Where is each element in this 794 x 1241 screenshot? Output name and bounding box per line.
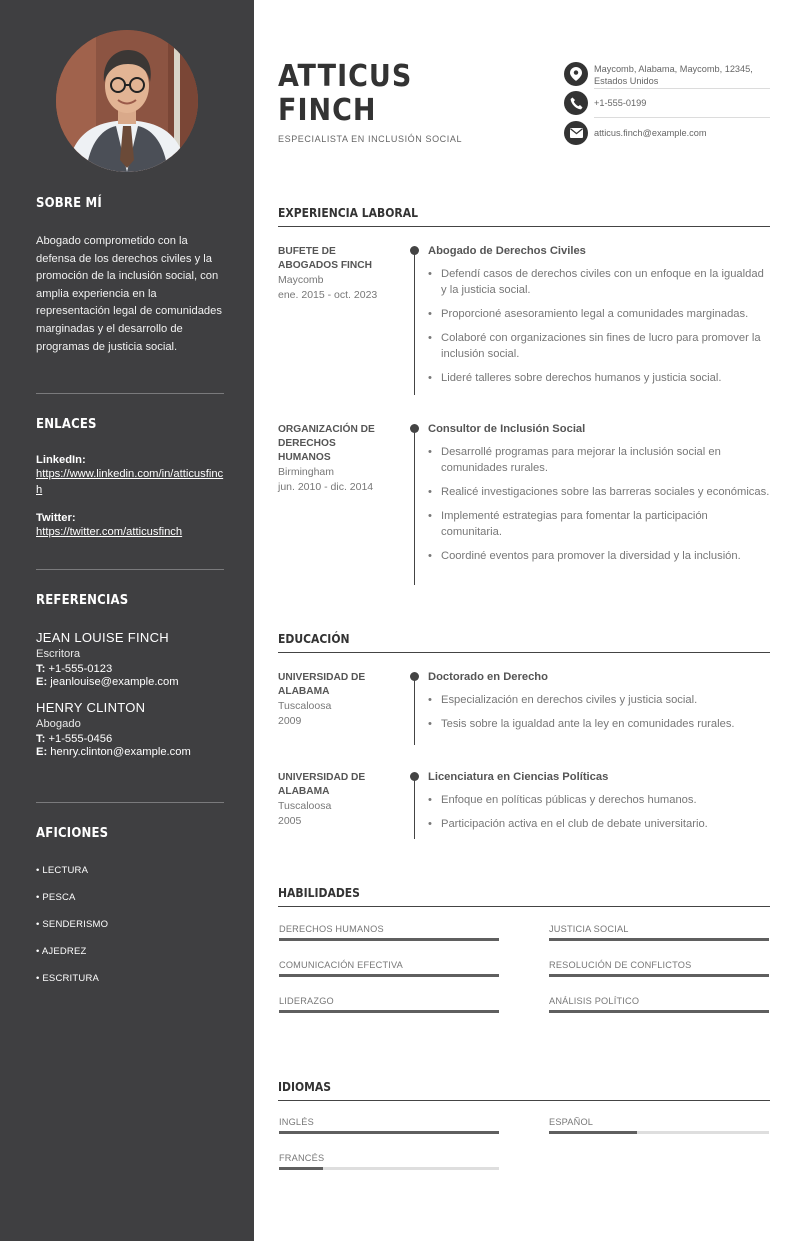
skills-heading: HABILIDADES: [278, 886, 770, 907]
entry-bullets: [428, 266, 770, 386]
education-entry: [278, 671, 770, 745]
skill-bar-fill: [549, 938, 769, 941]
entry-bullets: [428, 444, 770, 564]
entry-meta: [278, 771, 388, 829]
job-title: ESPECIALISTA EN INCLUSIÓN SOCIAL: [278, 134, 463, 144]
contact-divider: [594, 117, 770, 118]
phone-label: T:: [36, 733, 46, 745]
entry-role: Consultor de Inclusión Social: [428, 423, 586, 435]
reference-item: [36, 700, 224, 758]
contact-phone-row: [564, 91, 770, 115]
portrait-image: [56, 30, 198, 172]
entry-bullets: [428, 792, 770, 832]
references-heading: REFERENCIAS: [36, 593, 129, 608]
entry-details: [428, 671, 770, 740]
skill-item: [549, 960, 769, 977]
skill-item: [549, 924, 769, 941]
email-value: henry.clinton@example.com: [50, 746, 191, 758]
reference-role: Abogado: [36, 718, 81, 730]
skill-bar-fill: [549, 974, 769, 977]
language-bar-track: [279, 1131, 499, 1134]
contact-block: [564, 62, 770, 145]
timeline-line: [414, 427, 415, 585]
language-bar-track: [279, 1167, 499, 1170]
divider: [36, 569, 224, 570]
hobby-item: • AJEDREZ: [36, 946, 87, 957]
languages-heading: IDIOMAS: [278, 1080, 770, 1101]
experience-entry: [278, 423, 770, 585]
bullet-item: • Proporcioné asesoramiento legal a comunidades marginadas.: [428, 306, 770, 322]
skill-bar-fill: [279, 974, 499, 977]
linkedin-link[interactable]: https://www.linkedin.com/in/atticusfinch: [36, 468, 224, 496]
entry-organization: UNIVERSIDAD DE ALABAMA: [278, 672, 366, 697]
phone-label: T:: [36, 663, 46, 675]
skill-label: ANÁLISIS POLÍTICO: [549, 996, 640, 1006]
skill-bar-track: [549, 938, 769, 941]
entry-location: Birmingham: [278, 466, 335, 478]
reference-email: [36, 676, 224, 688]
contact-address: Maycomb, Alabama, Maycomb, 12345, Estados Unidos: [594, 64, 753, 86]
timeline-line: [414, 249, 415, 395]
skill-bar-track: [549, 1010, 769, 1013]
entry-details: [428, 245, 770, 394]
bullet-item: • Participación activa en el club de debate universitario.: [428, 816, 770, 832]
skill-bar-track: [279, 974, 499, 977]
skill-label: COMUNICACIÓN EFECTIVA: [279, 960, 403, 970]
email-label: E:: [36, 676, 48, 688]
candidate-name: [278, 60, 412, 128]
reference-phone: [36, 663, 224, 675]
phone-value: +1-555-0123: [48, 663, 113, 675]
about-section: [36, 196, 224, 356]
language-label: INGLÉS: [279, 1117, 314, 1127]
entry-meta: [278, 671, 388, 729]
bullet-item: • Especialización en derechos civiles y justicia social.: [428, 692, 770, 708]
language-bar-fill: [279, 1131, 499, 1134]
language-label: FRANCÉS: [279, 1153, 325, 1163]
name-first: ATTICUS: [278, 59, 413, 94]
reference-role: Escritora: [36, 648, 81, 660]
divider: [36, 802, 224, 803]
timeline-dot: [410, 772, 419, 781]
skill-bar-track: [279, 938, 499, 941]
entry-location: Tuscaloosa: [278, 700, 332, 712]
entry-organization: UNIVERSIDAD DE ALABAMA: [278, 772, 366, 797]
about-text: Abogado comprometido con la defensa de los derechos civiles y la promoción de la inclusión social, con amplia experiencia en la representación legal de comunidades marginadas y el desarrollo de programas de justicia social.: [36, 235, 222, 353]
link-item: [36, 512, 224, 540]
reference-name: JEAN LOUISE FINCH: [36, 630, 169, 645]
entry-meta: [278, 423, 388, 495]
entry-location: Tuscaloosa: [278, 800, 332, 812]
email-label: E:: [36, 746, 48, 758]
hobby-item: • LECTURA: [36, 865, 89, 876]
divider: [36, 393, 224, 394]
entry-meta: [278, 245, 388, 303]
entry-role: Doctorado en Derecho: [428, 671, 548, 683]
contact-email-row: [564, 121, 770, 145]
skill-label: DERECHOS HUMANOS: [279, 924, 384, 934]
skill-label: LIDERAZGO: [279, 996, 334, 1006]
bullet-item: • Colaboré con organizaciones sin fines de lucro para promover la inclusión social.: [428, 330, 770, 362]
skill-item: [279, 960, 499, 977]
location-icon: [564, 62, 588, 86]
language-item: [549, 1117, 769, 1134]
timeline-line: [414, 675, 415, 745]
skill-bar-track: [279, 1010, 499, 1013]
profile-photo: [56, 30, 198, 172]
experience-heading: EXPERIENCIA LABORAL: [278, 206, 770, 227]
experience-entry: [278, 245, 770, 395]
bullet-item: • Realicé investigaciones sobre las barreras sociales y económicas.: [428, 484, 770, 500]
name-last: FINCH: [278, 93, 377, 128]
language-bar-fill: [549, 1131, 637, 1134]
links-section: [36, 417, 224, 540]
contact-phone: +1-555-0199: [594, 98, 647, 108]
reference-item: [36, 630, 224, 688]
skill-label: JUSTICIA SOCIAL: [549, 924, 629, 934]
bullet-item: • Coordiné eventos para promover la diversidad y la inclusión.: [428, 548, 770, 564]
phone-value: +1-555-0456: [48, 733, 113, 745]
timeline-line: [414, 775, 415, 839]
reference-name: HENRY CLINTON: [36, 700, 146, 715]
email-value: jeanlouise@example.com: [50, 676, 179, 688]
reference-email: [36, 746, 224, 758]
skill-bar-fill: [549, 1010, 769, 1013]
hobbies-heading: AFICIONES: [36, 826, 109, 841]
entry-role: Abogado de Derechos Civiles: [428, 245, 586, 257]
language-bar-track: [549, 1131, 769, 1134]
timeline-dot: [410, 246, 419, 255]
contact-address-row: [564, 62, 770, 87]
entry-date: 2009: [278, 715, 302, 727]
linkedin-label: LinkedIn:: [36, 454, 86, 466]
links-heading: ENLACES: [36, 417, 97, 432]
bullet-item: • Tesis sobre la igualdad ante la ley en comunidades rurales.: [428, 716, 770, 732]
skill-item: [549, 996, 769, 1013]
entry-date: 2005: [278, 815, 302, 827]
hobby-item: • PESCA: [36, 892, 76, 903]
twitter-link[interactable]: https://twitter.com/atticusfinch: [36, 526, 183, 538]
education-heading: EDUCACIÓN: [278, 632, 770, 653]
contact-email[interactable]: atticus.finch@example.com: [594, 128, 707, 138]
entry-organization: BUFETE DE ABOGADOS FINCH: [278, 246, 372, 271]
bullet-item: • Enfoque en políticas públicas y derechos humanos.: [428, 792, 770, 808]
bullet-item: • Implementé estrategias para fomentar la participación comunitaria.: [428, 508, 770, 540]
language-label: ESPAÑOL: [549, 1117, 594, 1127]
entry-location: Maycomb: [278, 274, 324, 286]
hobbies-section: [36, 826, 224, 1000]
link-item: [36, 454, 224, 498]
skill-bar-fill: [279, 1010, 499, 1013]
bullet-item: • Lideré talleres sobre derechos humanos y justicia social.: [428, 370, 770, 386]
language-bar-fill: [279, 1167, 323, 1170]
skill-bar-track: [549, 974, 769, 977]
phone-icon: [564, 91, 588, 115]
sidebar: [0, 0, 254, 1241]
language-item: [279, 1153, 499, 1170]
entry-organization: ORGANIZACIÓN DE DERECHOS HUMANOS: [278, 424, 375, 463]
timeline-dot: [410, 672, 419, 681]
hobbies-list: [36, 865, 224, 1000]
references-section: [36, 593, 224, 758]
entry-role: Licenciatura en Ciencias Políticas: [428, 771, 609, 783]
language-item: [279, 1117, 499, 1134]
twitter-label: Twitter:: [36, 512, 76, 524]
skill-label: RESOLUCIÓN DE CONFLICTOS: [549, 960, 692, 970]
bullet-item: • Defendí casos de derechos civiles con un enfoque en la igualdad y la justicia social.: [428, 266, 770, 298]
about-heading: SOBRE MÍ: [36, 196, 102, 211]
bullet-item: • Desarrollé programas para mejorar la inclusión social en comunidades rurales.: [428, 444, 770, 476]
skill-bar-fill: [279, 938, 499, 941]
entry-date: jun. 2010 - dic. 2014: [278, 481, 374, 493]
timeline-dot: [410, 424, 419, 433]
entry-bullets: [428, 692, 770, 732]
skill-item: [279, 996, 499, 1013]
hobby-item: • SENDERISMO: [36, 919, 109, 930]
entry-details: [428, 771, 770, 840]
contact-divider: [594, 88, 770, 89]
education-entry: [278, 771, 770, 839]
entry-date: ene. 2015 - oct. 2023: [278, 289, 378, 301]
reference-phone: [36, 733, 224, 745]
email-icon: [564, 121, 588, 145]
hobby-item: • ESCRITURA: [36, 973, 100, 984]
skill-item: [279, 924, 499, 941]
entry-details: [428, 423, 770, 572]
